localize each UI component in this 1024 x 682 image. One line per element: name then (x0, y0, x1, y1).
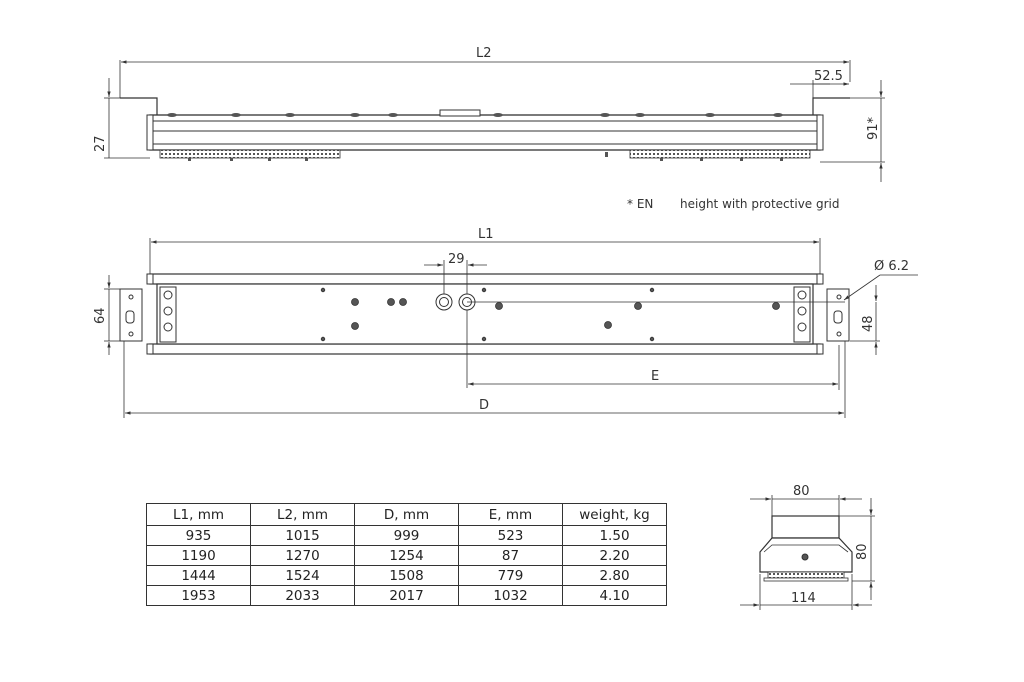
label-l1: L1 (478, 227, 494, 242)
label-d: D (479, 398, 490, 413)
note-text: height with protective grid (680, 197, 840, 211)
table-cell: 2033 (251, 586, 355, 606)
table-row (147, 586, 667, 606)
label-27: 27 (93, 135, 108, 152)
label-52-5: 52.5 (814, 69, 843, 84)
side-view (104, 60, 885, 182)
label-91: 91* (866, 116, 881, 140)
top-view (104, 238, 918, 418)
label-end-width-bottom: 114 (791, 591, 816, 606)
table-cell: 1.50 (563, 526, 667, 546)
table-header-row (147, 504, 667, 526)
spec-table (146, 503, 667, 606)
table-row (147, 546, 667, 566)
header-d: D, mm (355, 504, 459, 526)
table-cell: 1190 (147, 546, 251, 566)
table-cell: 1032 (459, 586, 563, 606)
table-cell: 87 (459, 546, 563, 566)
header-e: E, mm (459, 504, 563, 526)
table-cell: 1015 (251, 526, 355, 546)
table-cell: 2.80 (563, 566, 667, 586)
table-cell: 1508 (355, 566, 459, 586)
mounting-plate (157, 284, 813, 344)
label-hole-diameter: Ø 6.2 (874, 259, 910, 274)
table-cell: 2017 (355, 586, 459, 606)
label-64: 64 (93, 307, 108, 324)
label-29: 29 (448, 252, 465, 267)
table-cell: 999 (355, 526, 459, 546)
label-48: 48 (861, 315, 876, 332)
table-cell: 2.20 (563, 546, 667, 566)
header-l2: L2, mm (251, 504, 355, 526)
table-cell: 1270 (251, 546, 355, 566)
housing-side (150, 115, 820, 150)
label-l2: L2 (476, 46, 492, 61)
table-cell: 4.10 (563, 586, 667, 606)
table-cell: 1524 (251, 566, 355, 586)
label-end-height: 80 (855, 543, 870, 560)
led-strip-right (630, 150, 810, 158)
header-weight: weight, kg (563, 504, 667, 526)
table-cell: 1254 (355, 546, 459, 566)
note-marker: * EN (627, 197, 654, 211)
label-end-width-top: 80 (793, 484, 810, 499)
table-cell: 523 (459, 526, 563, 546)
label-e: E (651, 369, 660, 384)
table-row (147, 566, 667, 586)
header-l1: L1, mm (147, 504, 251, 526)
table-cell: 1444 (147, 566, 251, 586)
led-strip-left (160, 150, 340, 158)
table-cell: 1953 (147, 586, 251, 606)
end-housing-top (772, 516, 839, 538)
table-cell: 935 (147, 526, 251, 546)
table-row (147, 526, 667, 546)
table-cell: 779 (459, 566, 563, 586)
